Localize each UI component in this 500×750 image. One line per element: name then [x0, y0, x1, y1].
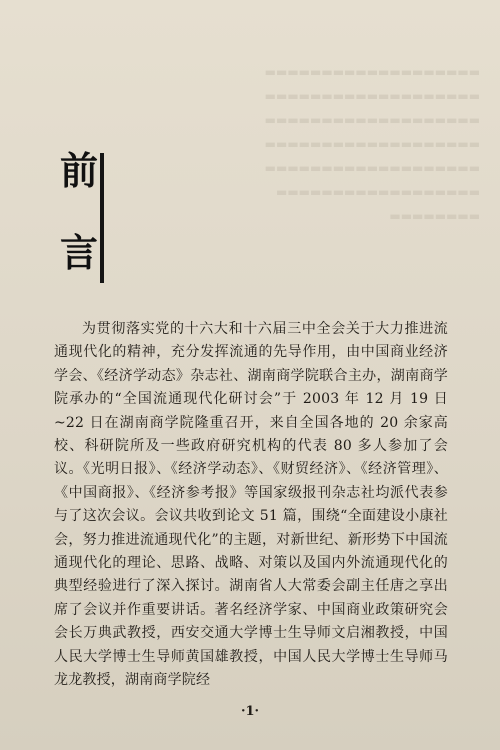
bleed-through-text: ▬▬▬▬▬▬▬▬▬▬▬▬▬▬▬▬▬▬▬ ▬▬▬▬▬▬▬▬▬▬▬▬▬▬▬▬▬▬▬ ▬▬▬▬▬▬▬▬▬▬▬▬▬▬▬▬▬▬▬ ▬▬▬▬▬▬▬▬▬▬▬▬▬▬▬▬▬▬▬ ▬▬▬▬▬▬▬▬▬▬▬▬▬▬▬▬▬▬▬ ▬▬▬▬▬▬▬▬▬▬▬▬▬▬▬▬▬▬ ▬▬▬▬▬▬▬▬	[264, 65, 480, 223]
heading-char-yan: 言	[59, 231, 98, 275]
heading-char-qian: 前	[59, 149, 98, 193]
preface-body	[54, 318, 448, 693]
page-number: ·1·	[240, 704, 260, 719]
preface-paragraph: 为贯彻落实党的十六大和十六届三中全会关于大力推进流通现代化的精神，充分发挥流通的先导作用，由中国商业经济学会、《经济学动态》杂志社、湖南商学院联合主办，湖南商学院承办的“全国流通现代化研讨会”于 2003 年 12 月 19 日 ~22 日在湖南商学院隆重召开，来自全国各地的 20 余家高校、科研院所及一些政府研究机构的代表 80 多人参加了会议。《光明日报》、《经济学动态》、《财贸经济》、《经济管理》、《中国商报》、《经济参考报》等国家级报刊杂志社均派代表参与了这次会议。会议共收到论文 51 篇，围绕“全面建设小康社会，努力推进流通现代化”的主题，对新世纪、新形势下中国流通现代化的理论、思路、战略、对策以及国内外流通现代化的典型经验进行了深入探讨。湖南省人大常委会副主任唐之享出席了会议并作重要讲话。著名经济学家、中国商业政策研究会会长万典武教授，西安交通大学博士生导师文启湘教授，中国人民大学博士生导师黄国雄教授，中国人民大学博士生导师马龙龙教授，湖南商学院经	[54, 321, 448, 689]
heading-divider-bar	[100, 153, 104, 283]
